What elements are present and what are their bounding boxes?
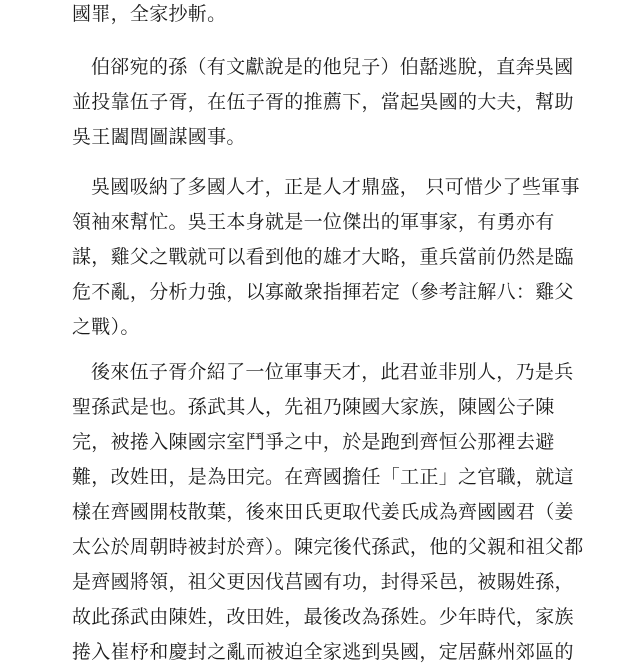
text-line: 故此孫武由陳姓，改田姓，最後改為孫姓。少年時代，家族 bbox=[72, 606, 574, 628]
text-line: 危不亂，分析力強，以寡敵衆指揮若定（參考註解八：雞父 bbox=[72, 281, 574, 303]
text-line: 太公於周朝時被封於齊）。陳完後代孫武，他的父親和祖父都 bbox=[72, 536, 584, 558]
text-line: 國罪，全家抄斬。 bbox=[72, 3, 227, 25]
text-line: 謀，雞父之戰就可以看到他的雄才大略，重兵當前仍然是臨 bbox=[72, 246, 574, 268]
text-line: 領袖來幫忙。吳王本身就是一位傑出的軍事家，有勇亦有 bbox=[72, 211, 555, 233]
text-line: 之戰）。 bbox=[72, 316, 140, 338]
text-line: 伯郤宛的孫（有文獻說是的他兒子）伯嚭逃脫，直奔吳國 bbox=[91, 56, 574, 78]
paragraph-2 bbox=[72, 50, 572, 155]
text-line: 難，改姓田，是為田完。在齊國擔任「工正」之官職，就這 bbox=[72, 466, 574, 488]
text-line: 是齊國將領，祖父更因伐莒國有功，封得采邑，被賜姓孫， bbox=[72, 571, 574, 593]
text-line: 樣在齊國開枝散葉，後來田氏更取代姜氏成為齊國國君（姜 bbox=[72, 501, 574, 523]
text-line: 完，被捲入陳國宗室鬥爭之中，於是跑到齊恒公那裡去避 bbox=[72, 431, 555, 453]
text-line: 聖孫武是也。孫武其人，先祖乃陳國大家族，陳國公子陳 bbox=[72, 396, 555, 418]
text-line: 吳國吸納了多國人才，正是人才鼎盛， 只可惜少了些軍事 bbox=[91, 176, 580, 198]
text-line: 捲入崔杼和慶封之亂而被迫全家逃到吳國，定居蘇州郊區的 bbox=[72, 641, 574, 663]
paragraph-1 bbox=[72, 0, 572, 32]
text-line: 吳王闔閭圖謀國事。 bbox=[72, 126, 246, 148]
text-line: 並投靠伍子胥，在伍子胥的推薦下，當起吳國的大夫，幫助 bbox=[72, 91, 574, 113]
paragraph-4 bbox=[72, 355, 584, 670]
paragraph-3 bbox=[72, 170, 580, 345]
text-line: 後來伍子胥介紹了一位軍事天才，此君並非別人，乃是兵 bbox=[91, 361, 574, 383]
